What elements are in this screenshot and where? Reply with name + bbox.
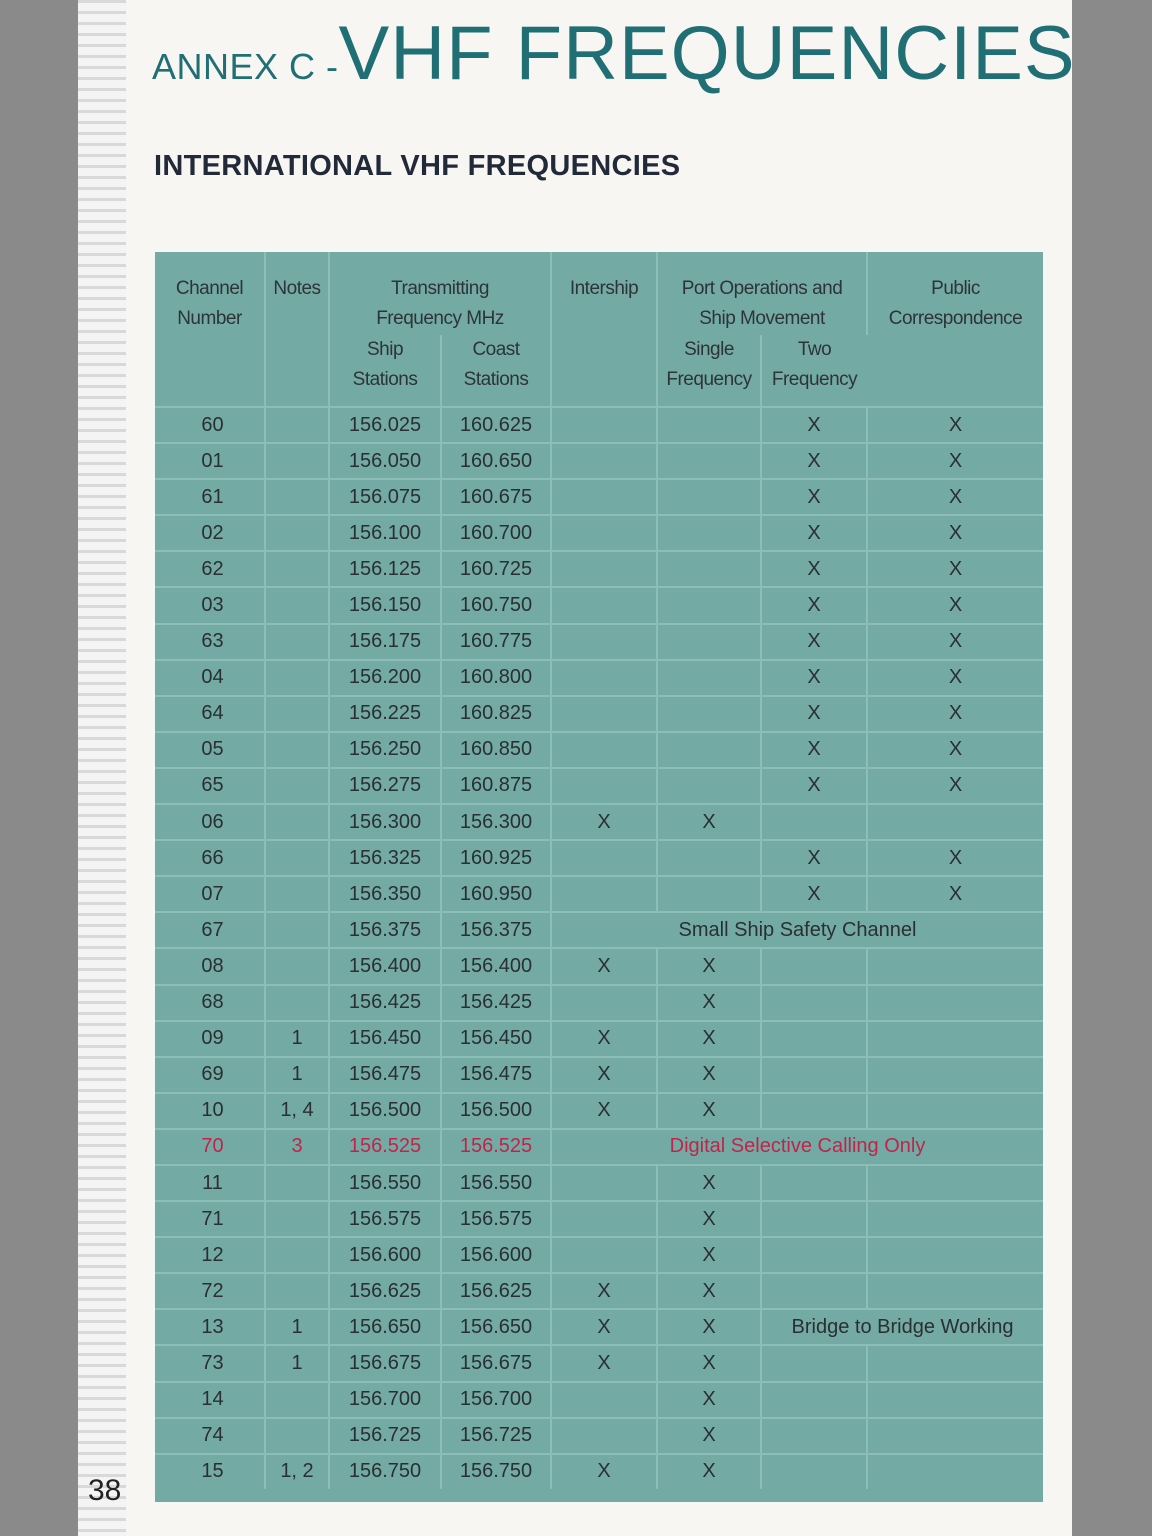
coast-frequency-cell: 160.625 xyxy=(441,407,551,443)
header-channel: Channel Number xyxy=(155,252,265,407)
notes-cell xyxy=(265,1201,329,1237)
intership-cell xyxy=(551,876,657,912)
single-frequency-cell: X xyxy=(657,1382,761,1418)
ship-frequency-cell: 156.550 xyxy=(329,1165,441,1201)
coast-frequency-cell: 156.450 xyxy=(441,1021,551,1057)
table-row xyxy=(155,515,1043,551)
notes-cell xyxy=(265,1418,329,1454)
intership-cell xyxy=(551,587,657,623)
table-row xyxy=(155,768,1043,804)
notes-cell: 1 xyxy=(265,1057,329,1093)
two-frequency-cell: X xyxy=(761,479,867,515)
two-frequency-cell: X xyxy=(761,407,867,443)
header-coast-stations: Coast Stations xyxy=(441,335,551,407)
table-row xyxy=(155,1165,1043,1201)
public-correspondence-cell: X xyxy=(867,443,1043,479)
public-correspondence-cell xyxy=(867,1418,1043,1454)
coast-frequency-cell: 156.425 xyxy=(441,985,551,1021)
ship-frequency-cell: 156.575 xyxy=(329,1201,441,1237)
notes-cell xyxy=(265,768,329,804)
notes-cell xyxy=(265,985,329,1021)
public-correspondence-cell xyxy=(867,1382,1043,1418)
intership-cell xyxy=(551,768,657,804)
intership-cell xyxy=(551,551,657,587)
channel-cell: 09 xyxy=(155,1021,265,1057)
coast-frequency-cell: 160.925 xyxy=(441,840,551,876)
table-row xyxy=(155,1382,1043,1418)
ship-frequency-cell: 156.650 xyxy=(329,1309,441,1345)
notes-cell: 1 xyxy=(265,1021,329,1057)
notes-cell xyxy=(265,732,329,768)
table-row xyxy=(155,948,1043,984)
ship-frequency-cell: 156.350 xyxy=(329,876,441,912)
channel-cell: 10 xyxy=(155,1093,265,1129)
two-frequency-cell: X xyxy=(761,696,867,732)
two-frequency-cell xyxy=(761,985,867,1021)
coast-frequency-cell: 160.800 xyxy=(441,660,551,696)
intership-cell xyxy=(551,1201,657,1237)
notes-cell xyxy=(265,1382,329,1418)
table-row xyxy=(155,840,1043,876)
channel-cell: 06 xyxy=(155,804,265,840)
intership-cell xyxy=(551,696,657,732)
single-frequency-cell: X xyxy=(657,1345,761,1381)
two-frequency-cell xyxy=(761,804,867,840)
coast-frequency-cell: 156.650 xyxy=(441,1309,551,1345)
header-public-correspondence: Public Correspondence xyxy=(888,278,1023,329)
coast-frequency-cell: 160.825 xyxy=(441,696,551,732)
annex-label: ANNEX C - xyxy=(152,46,339,87)
usage-note-cell: Bridge to Bridge Working xyxy=(761,1309,1043,1345)
single-frequency-cell: X xyxy=(657,1454,761,1489)
channel-cell: 63 xyxy=(155,624,265,660)
coast-frequency-cell: 156.375 xyxy=(441,912,551,948)
two-frequency-cell: X xyxy=(761,876,867,912)
header-transmitting: Transmitting Frequency MHz xyxy=(329,252,551,335)
table-row xyxy=(155,985,1043,1021)
single-frequency-cell: X xyxy=(657,1057,761,1093)
two-frequency-cell xyxy=(761,1237,867,1273)
notes-cell xyxy=(265,624,329,660)
single-frequency-cell xyxy=(657,551,761,587)
ship-frequency-cell: 156.100 xyxy=(329,515,441,551)
channel-cell: 07 xyxy=(155,876,265,912)
public-correspondence-cell: X xyxy=(867,551,1043,587)
two-frequency-cell xyxy=(761,1345,867,1381)
channel-cell: 72 xyxy=(155,1273,265,1309)
header-intership: Intership xyxy=(551,252,657,407)
single-frequency-cell xyxy=(657,660,761,696)
single-frequency-cell: X xyxy=(657,1273,761,1309)
coast-frequency-cell: 156.725 xyxy=(441,1418,551,1454)
notes-cell xyxy=(265,1165,329,1201)
intership-cell: X xyxy=(551,1273,657,1309)
channel-cell: 08 xyxy=(155,948,265,984)
channel-cell: 64 xyxy=(155,696,265,732)
notes-cell xyxy=(265,912,329,948)
table-row xyxy=(155,479,1043,515)
single-frequency-cell xyxy=(657,840,761,876)
ship-frequency-cell: 156.525 xyxy=(329,1129,441,1165)
ship-frequency-cell: 156.500 xyxy=(329,1093,441,1129)
coast-frequency-cell: 160.950 xyxy=(441,876,551,912)
table-row xyxy=(155,732,1043,768)
single-frequency-cell xyxy=(657,768,761,804)
two-frequency-cell xyxy=(761,1273,867,1309)
table-row xyxy=(155,1093,1043,1129)
public-correspondence-cell: X xyxy=(867,624,1043,660)
ship-frequency-cell: 156.050 xyxy=(329,443,441,479)
frequency-table-container xyxy=(155,252,1043,1502)
public-correspondence-cell: X xyxy=(867,407,1043,443)
intership-cell: X xyxy=(551,1309,657,1345)
table-row xyxy=(155,876,1043,912)
public-correspondence-cell: X xyxy=(867,876,1043,912)
notes-cell: 1, 2 xyxy=(265,1454,329,1489)
intership-cell xyxy=(551,840,657,876)
public-correspondence-cell xyxy=(867,1165,1043,1201)
coast-frequency-cell: 160.700 xyxy=(441,515,551,551)
two-frequency-cell: X xyxy=(761,732,867,768)
public-correspondence-cell xyxy=(867,1237,1043,1273)
intership-cell: X xyxy=(551,948,657,984)
notes-cell: 1, 4 xyxy=(265,1093,329,1129)
public-correspondence-cell: X xyxy=(867,479,1043,515)
notes-cell: 1 xyxy=(265,1309,329,1345)
notes-cell xyxy=(265,696,329,732)
channel-cell: 65 xyxy=(155,768,265,804)
intership-cell: X xyxy=(551,1021,657,1057)
table-row xyxy=(155,1273,1043,1309)
public-correspondence-cell xyxy=(867,1093,1043,1129)
ship-frequency-cell: 156.075 xyxy=(329,479,441,515)
notes-cell xyxy=(265,587,329,623)
channel-cell: 02 xyxy=(155,515,265,551)
channel-cell: 13 xyxy=(155,1309,265,1345)
channel-cell: 11 xyxy=(155,1165,265,1201)
intership-cell xyxy=(551,407,657,443)
table-row xyxy=(155,1237,1043,1273)
single-frequency-cell xyxy=(657,624,761,660)
table-row xyxy=(155,696,1043,732)
frequency-table xyxy=(155,252,1043,1489)
public-correspondence-cell xyxy=(867,1454,1043,1489)
table-row xyxy=(155,1309,1043,1345)
notes-cell: 1 xyxy=(265,1345,329,1381)
ship-frequency-cell: 156.175 xyxy=(329,624,441,660)
intership-cell xyxy=(551,1165,657,1201)
channel-cell: 71 xyxy=(155,1201,265,1237)
ship-frequency-cell: 156.300 xyxy=(329,804,441,840)
table-body xyxy=(155,407,1043,1489)
public-correspondence-cell xyxy=(867,1021,1043,1057)
single-frequency-cell: X xyxy=(657,1309,761,1345)
ship-frequency-cell: 156.125 xyxy=(329,551,441,587)
two-frequency-cell xyxy=(761,1057,867,1093)
intership-cell xyxy=(551,479,657,515)
channel-cell: 15 xyxy=(155,1454,265,1489)
usage-note-cell: Digital Selective Calling Only xyxy=(551,1129,1043,1165)
channel-cell: 74 xyxy=(155,1418,265,1454)
notes-cell xyxy=(265,443,329,479)
coast-frequency-cell: 160.725 xyxy=(441,551,551,587)
notes-cell xyxy=(265,551,329,587)
ship-frequency-cell: 156.275 xyxy=(329,768,441,804)
two-frequency-cell xyxy=(761,1201,867,1237)
single-frequency-cell xyxy=(657,407,761,443)
table-row xyxy=(155,1345,1043,1381)
coast-frequency-cell: 160.650 xyxy=(441,443,551,479)
public-correspondence-cell: X xyxy=(867,840,1043,876)
table-row xyxy=(155,551,1043,587)
two-frequency-cell: X xyxy=(761,515,867,551)
ship-frequency-cell: 156.600 xyxy=(329,1237,441,1273)
single-frequency-cell xyxy=(657,515,761,551)
two-frequency-cell: X xyxy=(761,624,867,660)
notes-cell xyxy=(265,515,329,551)
ship-frequency-cell: 156.425 xyxy=(329,985,441,1021)
channel-cell: 12 xyxy=(155,1237,265,1273)
table-row xyxy=(155,912,1043,948)
notes-cell xyxy=(265,1273,329,1309)
ship-frequency-cell: 156.450 xyxy=(329,1021,441,1057)
single-frequency-cell xyxy=(657,587,761,623)
public-correspondence-cell xyxy=(867,1273,1043,1309)
channel-cell: 67 xyxy=(155,912,265,948)
two-frequency-cell xyxy=(761,1454,867,1489)
channel-cell: 69 xyxy=(155,1057,265,1093)
spiral-binding xyxy=(78,0,126,1536)
notes-cell xyxy=(265,876,329,912)
channel-cell: 04 xyxy=(155,660,265,696)
coast-frequency-cell: 160.775 xyxy=(441,624,551,660)
notes-cell xyxy=(265,804,329,840)
single-frequency-cell: X xyxy=(657,985,761,1021)
coast-frequency-cell: 156.600 xyxy=(441,1237,551,1273)
public-correspondence-cell: X xyxy=(867,732,1043,768)
header-notes: Notes xyxy=(265,252,329,407)
ship-frequency-cell: 156.400 xyxy=(329,948,441,984)
page-header xyxy=(152,10,1076,97)
channel-cell: 68 xyxy=(155,985,265,1021)
coast-frequency-cell: 156.575 xyxy=(441,1201,551,1237)
channel-cell: 60 xyxy=(155,407,265,443)
channel-cell: 62 xyxy=(155,551,265,587)
channel-cell: 70 xyxy=(155,1129,265,1165)
intership-cell: X xyxy=(551,1454,657,1489)
intership-cell: X xyxy=(551,1093,657,1129)
coast-frequency-cell: 160.875 xyxy=(441,768,551,804)
table-row xyxy=(155,1057,1043,1093)
notes-cell: 3 xyxy=(265,1129,329,1165)
notes-cell xyxy=(265,407,329,443)
two-frequency-cell xyxy=(761,1093,867,1129)
public-correspondence-cell xyxy=(867,804,1043,840)
channel-cell: 14 xyxy=(155,1382,265,1418)
single-frequency-cell xyxy=(657,443,761,479)
intership-cell xyxy=(551,660,657,696)
public-correspondence-cell: X xyxy=(867,587,1043,623)
channel-cell: 73 xyxy=(155,1345,265,1381)
table-row xyxy=(155,804,1043,840)
intership-cell xyxy=(551,1237,657,1273)
single-frequency-cell: X xyxy=(657,1201,761,1237)
notes-cell xyxy=(265,1237,329,1273)
ship-frequency-cell: 156.625 xyxy=(329,1273,441,1309)
single-frequency-cell: X xyxy=(657,1418,761,1454)
public-correspondence-cell xyxy=(867,948,1043,984)
notes-cell xyxy=(265,660,329,696)
table-row xyxy=(155,587,1043,623)
table-row xyxy=(155,1201,1043,1237)
public-correspondence-cell xyxy=(867,1201,1043,1237)
single-frequency-cell: X xyxy=(657,804,761,840)
ship-frequency-cell: 156.725 xyxy=(329,1418,441,1454)
channel-cell: 05 xyxy=(155,732,265,768)
table-row xyxy=(155,1454,1043,1489)
ship-frequency-cell: 156.225 xyxy=(329,696,441,732)
table-row xyxy=(155,1418,1043,1454)
ship-frequency-cell: 156.025 xyxy=(329,407,441,443)
main-title: VHF FREQUENCIES xyxy=(338,11,1076,96)
single-frequency-cell xyxy=(657,876,761,912)
ship-frequency-cell: 156.250 xyxy=(329,732,441,768)
two-frequency-cell: X xyxy=(761,768,867,804)
two-frequency-cell xyxy=(761,1021,867,1057)
coast-frequency-cell: 160.750 xyxy=(441,587,551,623)
channel-cell: 66 xyxy=(155,840,265,876)
public-correspondence-cell: X xyxy=(867,768,1043,804)
intership-cell: X xyxy=(551,1345,657,1381)
notes-cell xyxy=(265,840,329,876)
ship-frequency-cell: 156.700 xyxy=(329,1382,441,1418)
table-row xyxy=(155,624,1043,660)
two-frequency-cell xyxy=(761,1418,867,1454)
single-frequency-cell: X xyxy=(657,1165,761,1201)
intership-cell: X xyxy=(551,804,657,840)
coast-frequency-cell: 156.750 xyxy=(441,1454,551,1489)
public-correspondence-cell xyxy=(867,1345,1043,1381)
notes-cell xyxy=(265,479,329,515)
two-frequency-cell: X xyxy=(761,840,867,876)
single-frequency-cell: X xyxy=(657,1237,761,1273)
single-frequency-cell: X xyxy=(657,948,761,984)
channel-cell: 01 xyxy=(155,443,265,479)
single-frequency-cell xyxy=(657,479,761,515)
coast-frequency-cell: 156.400 xyxy=(441,948,551,984)
single-frequency-cell: X xyxy=(657,1021,761,1057)
coast-frequency-cell: 156.700 xyxy=(441,1382,551,1418)
page-number: 38 xyxy=(88,1474,122,1507)
ship-frequency-cell: 156.375 xyxy=(329,912,441,948)
channel-cell: 61 xyxy=(155,479,265,515)
intership-cell xyxy=(551,443,657,479)
two-frequency-cell: X xyxy=(761,660,867,696)
two-frequency-cell xyxy=(761,1165,867,1201)
public-correspondence-cell: X xyxy=(867,660,1043,696)
two-frequency-cell xyxy=(761,1382,867,1418)
intership-cell xyxy=(551,1418,657,1454)
header-single-frequency: Single Frequency xyxy=(657,335,761,407)
two-frequency-cell: X xyxy=(761,587,867,623)
two-frequency-cell xyxy=(761,948,867,984)
table-row xyxy=(155,1021,1043,1057)
ship-frequency-cell: 156.750 xyxy=(329,1454,441,1489)
public-correspondence-cell: X xyxy=(867,696,1043,732)
single-frequency-cell xyxy=(657,732,761,768)
coast-frequency-cell: 160.850 xyxy=(441,732,551,768)
intership-cell: X xyxy=(551,1057,657,1093)
two-frequency-cell: X xyxy=(761,551,867,587)
header-ship-stations: Ship Stations xyxy=(329,335,441,407)
table-row xyxy=(155,1129,1043,1165)
table-row xyxy=(155,660,1043,696)
table-row xyxy=(155,407,1043,443)
coast-frequency-cell: 156.550 xyxy=(441,1165,551,1201)
intership-cell xyxy=(551,985,657,1021)
public-correspondence-cell: X xyxy=(867,515,1043,551)
section-title: INTERNATIONAL VHF FREQUENCIES xyxy=(154,150,681,182)
header-port-operations: Port Operations and Ship Movement xyxy=(657,252,867,335)
coast-frequency-cell: 156.475 xyxy=(441,1057,551,1093)
coast-frequency-cell: 156.300 xyxy=(441,804,551,840)
two-frequency-cell: X xyxy=(761,443,867,479)
table-row xyxy=(155,443,1043,479)
ship-frequency-cell: 156.475 xyxy=(329,1057,441,1093)
ship-frequency-cell: 156.150 xyxy=(329,587,441,623)
intership-cell xyxy=(551,732,657,768)
public-correspondence-cell xyxy=(867,985,1043,1021)
single-frequency-cell: X xyxy=(657,1093,761,1129)
intership-cell xyxy=(551,624,657,660)
coast-frequency-cell: 160.675 xyxy=(441,479,551,515)
coast-frequency-cell: 156.525 xyxy=(441,1129,551,1165)
ship-frequency-cell: 156.325 xyxy=(329,840,441,876)
intership-cell xyxy=(551,1382,657,1418)
channel-cell: 03 xyxy=(155,587,265,623)
ship-frequency-cell: 156.200 xyxy=(329,660,441,696)
header-two-frequency: Two Frequency xyxy=(771,339,858,390)
single-frequency-cell xyxy=(657,696,761,732)
notes-cell xyxy=(265,948,329,984)
ship-frequency-cell: 156.675 xyxy=(329,1345,441,1381)
coast-frequency-cell: 156.675 xyxy=(441,1345,551,1381)
usage-note-cell: Small Ship Safety Channel xyxy=(551,912,1043,948)
public-correspondence-cell xyxy=(867,1057,1043,1093)
intership-cell xyxy=(551,515,657,551)
coast-frequency-cell: 156.625 xyxy=(441,1273,551,1309)
coast-frequency-cell: 156.500 xyxy=(441,1093,551,1129)
